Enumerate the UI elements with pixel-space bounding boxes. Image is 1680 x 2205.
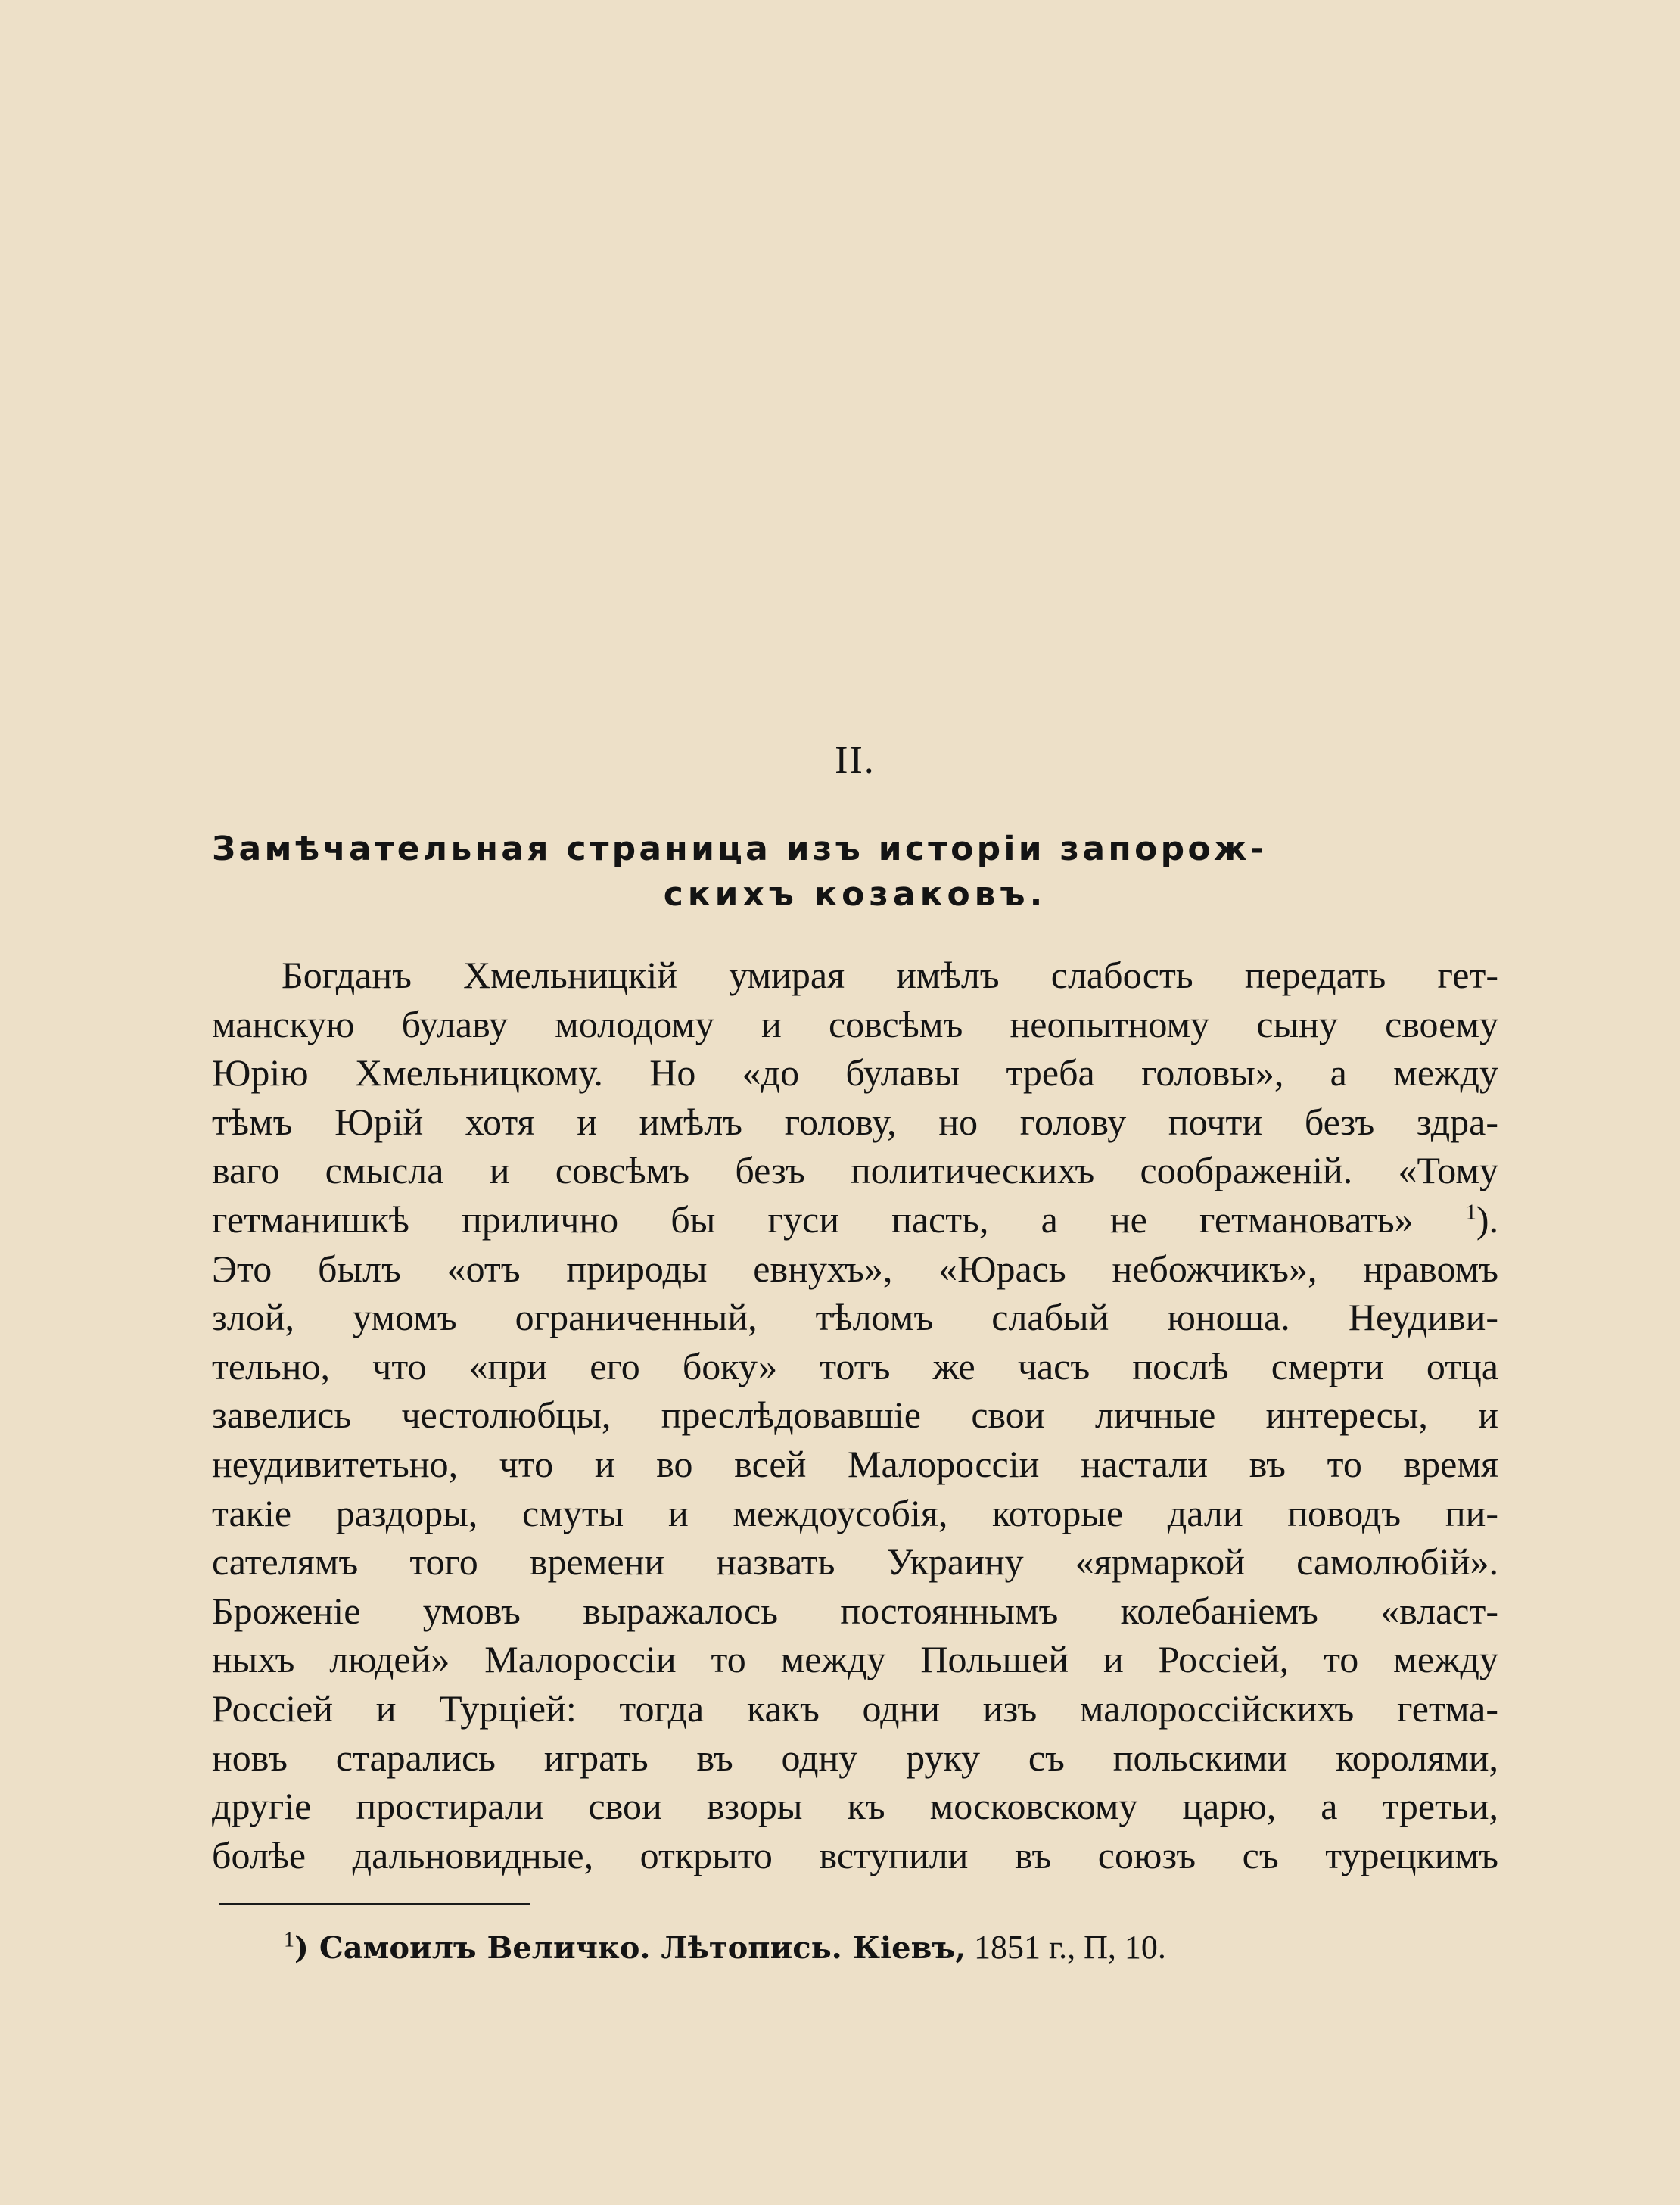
body-line: ваго смысла и совсѣмъ безъ политическихъ соображеній. «Тому <box>212 1149 1498 1192</box>
body-line: Богданъ Хмельницкій умирая имѣлъ слабость передать гет- <box>282 954 1498 996</box>
body-line: Это былъ «отъ природы евнухъ», «Юрась небожчикъ», нравомъ <box>212 1247 1498 1290</box>
body-line: Россіей и Турціей: тогда какъ одни изъ малороссійскихъ гетма- <box>212 1686 1498 1730</box>
chapter-title-line-2: скихъ козаковъ. <box>663 875 1047 914</box>
footnote-details: 1851 г., П, 10. <box>966 1929 1166 1966</box>
body-line: новъ старались играть въ одну руку съ польскими королями, <box>212 1736 1498 1779</box>
body-line: такіе раздоры, смуты и междоусобія, которые дали поводъ пи- <box>212 1491 1498 1534</box>
body-text <box>212 951 1498 1880</box>
footnote-reference-close: ). <box>1476 1197 1499 1241</box>
body-line: сателямъ того времени назвать Украину «ярмаркой самолюбій». <box>212 1540 1498 1584</box>
chapter-title <box>212 827 1498 917</box>
footnote-source: ) Самоилъ Величко. Лѣтопись. Кіевъ, <box>294 1930 966 1966</box>
body-line: Броженіе умовъ выражалось постояннымъ колебаніемъ «власт- <box>212 1589 1498 1632</box>
body-line: другіе простирали свои взоры къ московскому царю, а третьи, <box>212 1785 1498 1828</box>
footnote-divider <box>219 1903 530 1905</box>
body-line: тельно, что «при его боку» тотъ же часъ послѣ смерти отца <box>212 1344 1498 1387</box>
body-line: ныхъ людей» Малороссіи то между Польшей и Россіей, то между <box>212 1638 1498 1681</box>
body-line: неудивитетьно, что и во всей Малороссіи настали въ то время <box>212 1442 1498 1485</box>
body-line-with-note <box>212 1195 1498 1244</box>
body-line: злой, умомъ ограниченный, тѣломъ слабый юноша. Неудиви- <box>212 1296 1498 1339</box>
body-line: манскую булаву молодому и совсѣмъ неопытному сыну своему <box>212 1002 1498 1045</box>
body-line-text: гетманишкѣ прилично бы гуси пасть, а не гетмановать» <box>212 1197 1414 1241</box>
chapter-title-line-1: Замѣчательная страница изъ исторіи запорож- <box>212 830 1268 868</box>
chapter-number: II. <box>835 739 876 782</box>
body-line: болѣе дальновидные, открыто вступили въ союзъ съ турецкимъ <box>212 1833 1498 1876</box>
footnote <box>284 1926 1166 1970</box>
footnote-marker: 1 <box>284 1928 294 1952</box>
body-line: тѣмъ Юрій хотя и имѣлъ голову, но голову почти безъ здра- <box>212 1100 1498 1143</box>
book-page <box>212 0 1498 2205</box>
footnote-reference: 1 <box>1465 1201 1476 1225</box>
body-line: завелись честолюбцы, преслѣдовавшіе свои личные интересы, и <box>212 1394 1498 1437</box>
body-line: Юрію Хмельницкому. Но «до булавы треба головы», а между <box>212 1051 1498 1095</box>
